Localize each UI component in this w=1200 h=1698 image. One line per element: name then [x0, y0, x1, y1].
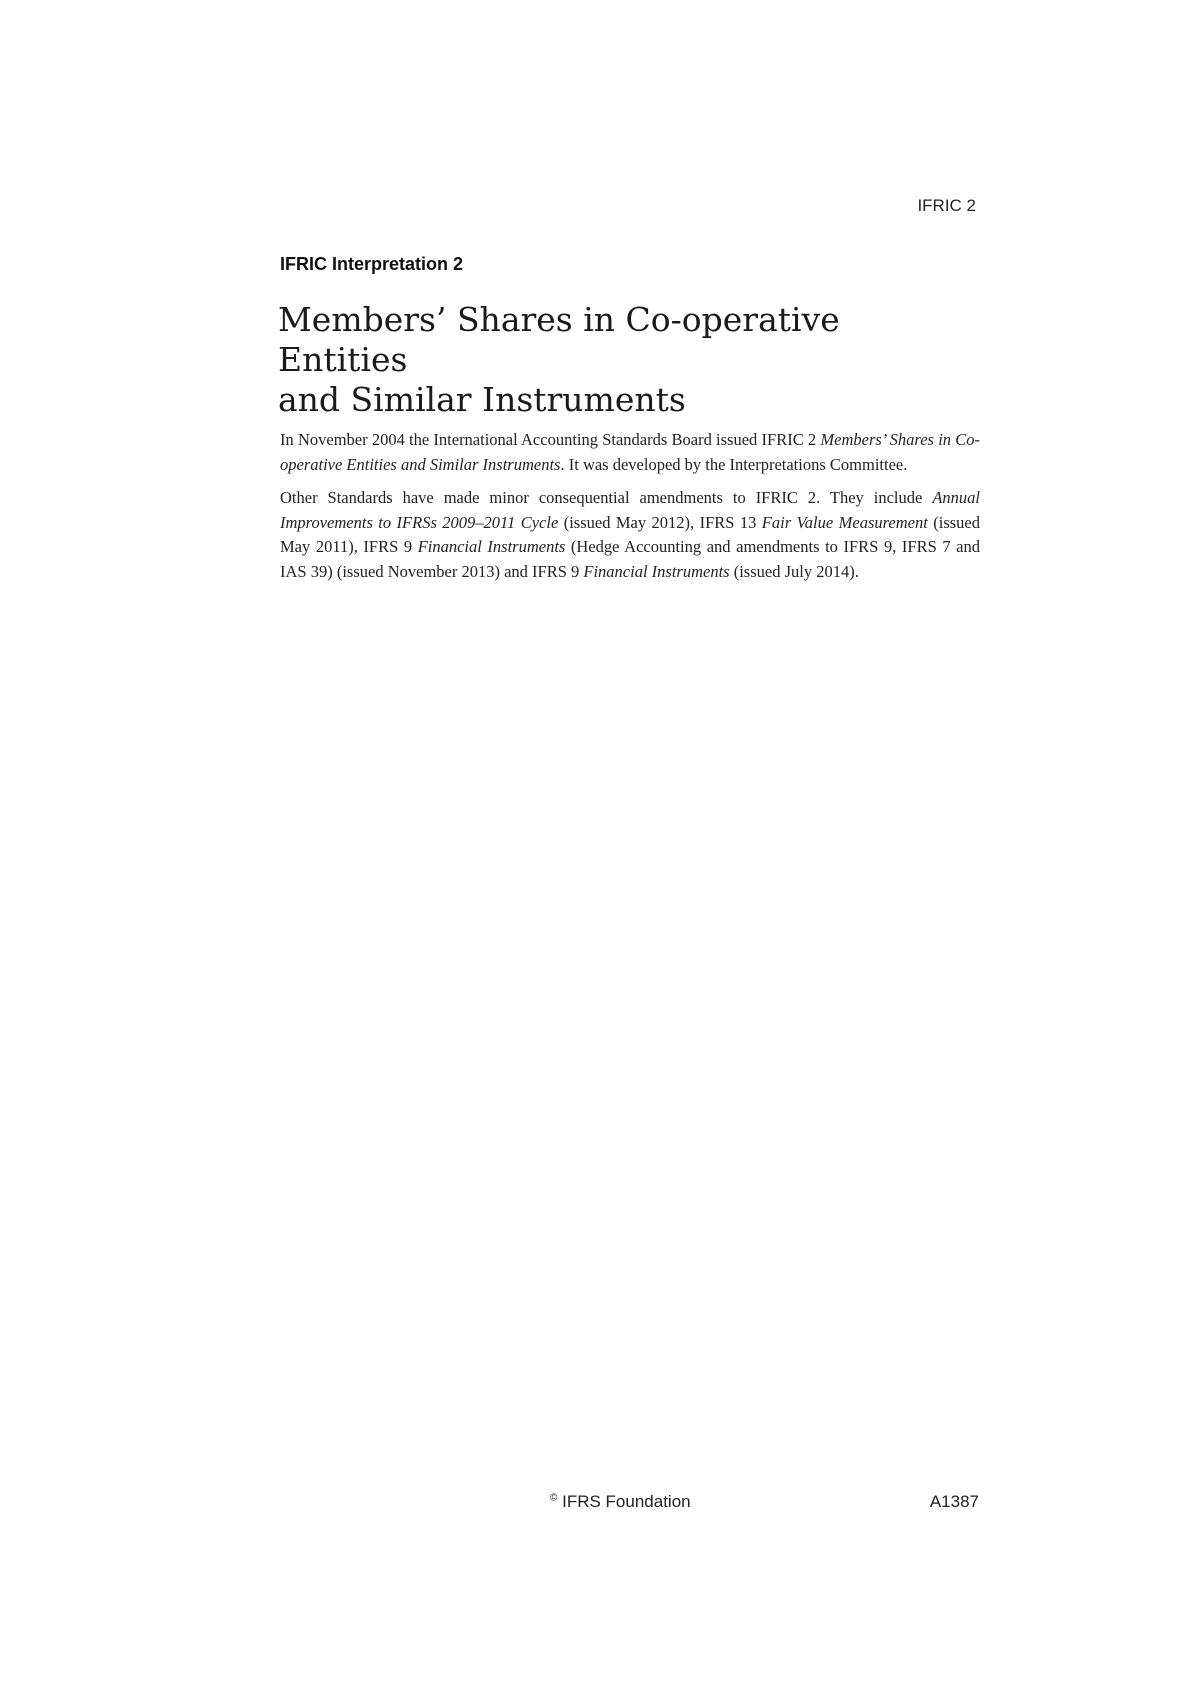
paragraph-text: (issued May 2011), IFRS 9	[280, 512, 980, 557]
standard-title: Financial Instruments	[417, 537, 566, 557]
paragraph-text: (issued May 2012), IFRS 13	[558, 512, 762, 532]
paragraph-text: In November 2004 the International Accounting Standards Board issued IFRIC 2	[280, 430, 821, 449]
page-number: A1387	[929, 1492, 979, 1511]
standard-title: Members’ Shares in Co-operative Entities and Similar Instruments	[280, 430, 980, 474]
paragraph-text: . It was developed by the Interpretations Committee.	[560, 454, 908, 474]
document-body	[280, 428, 980, 594]
standard-title: Fair Value Measurement	[761, 512, 928, 532]
copyright-symbol: ©	[550, 1492, 558, 1504]
document-title-line-1: Members’ Shares in Co-operative Entities	[278, 300, 840, 379]
interpretation-label: IFRIC Interpretation 2	[280, 254, 464, 274]
paragraph-issuance	[280, 428, 980, 477]
paragraph-amendments	[280, 486, 980, 584]
document-title-line-2: and Similar Instruments	[278, 380, 686, 419]
copyright-holder: IFRS Foundation	[557, 1492, 691, 1511]
paragraph-text: (issued July 2014).	[729, 561, 859, 581]
standard-title: Financial Instruments	[583, 561, 730, 581]
standard-title: Annual Improvements to IFRSs 2009–2011 Cycle	[280, 488, 980, 532]
paragraph-text: Other Standards have made minor consequential amendments to IFRIC 2. They include	[280, 488, 933, 508]
document-title	[278, 300, 978, 420]
paragraph-text: (Hedge Accounting and amendments to IFRS 9, IFRS 7 and IAS 39) (issued November 2013) and IFRS 9	[280, 537, 980, 581]
running-head: IFRIC 2	[917, 196, 976, 215]
footer-copyright	[550, 1492, 691, 1512]
